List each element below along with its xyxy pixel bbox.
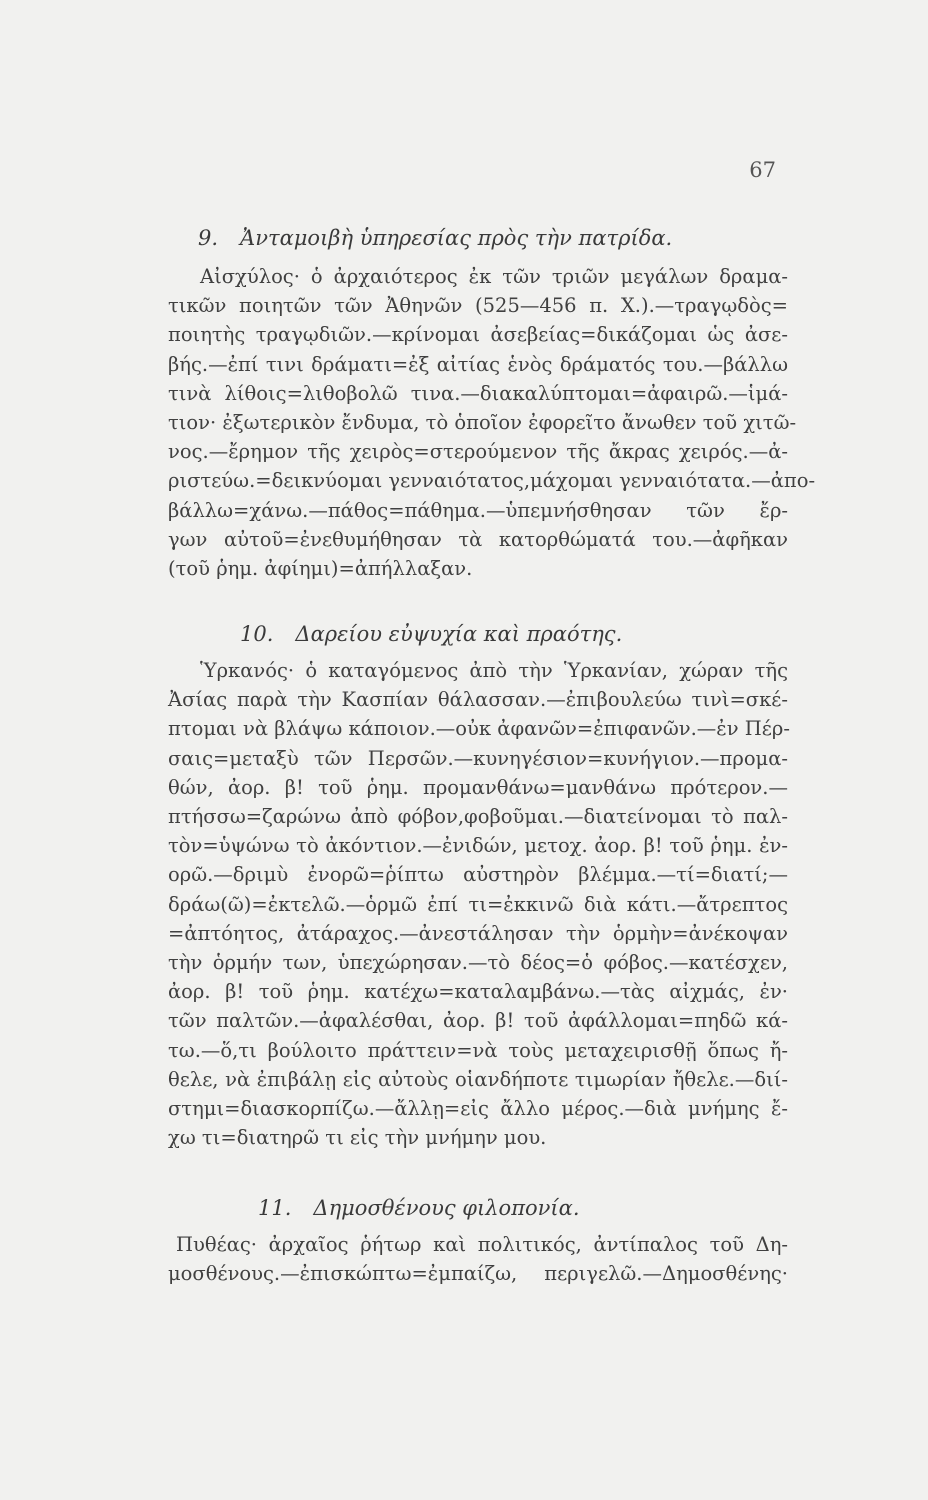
section-10-line-17: χω τι=διατηρῶ τι εἰς τὴν μνήμην μου.: [168, 1126, 547, 1150]
section-10-line-4: σαις=μεταξὺ τῶν Περσῶν.—κυνηγέσιον=κυνήγιον.—προμα-: [168, 746, 788, 770]
section-10-line-5: θών, ἀορ. β! τοῦ ῥημ. προμανθάνω=μανθάνω πρότερον.—: [168, 775, 788, 799]
section-9-line-5: τινὰ λίθοις=λιθοβολῶ τινα.—διακαλύπτομαι=ἀφαιρῶ.—ἱμά-: [168, 381, 788, 405]
section-10-line-3: πτομαι νὰ βλάψω κάποιον.—οὐκ ἀφανῶν=ἐπιφανῶν.—ἐν Πέρ-: [168, 717, 790, 741]
section-10-line-13: τῶν παλτῶν.—ἀφαλέσθαι, ἀορ. β! τοῦ ἀφάλλομαι=πηδῶ κά-: [168, 1009, 788, 1033]
section-10-line-7: τὸν=ὑψώνω τὸ ἀκόντιον.—ἐνιδών, μετοχ. ἀορ. β! τοῦ ῥημ. ἐν-: [168, 834, 788, 858]
section-10-line-8: ορῶ.—δριμὺ ἐνορῶ=ῥίπτω αὐστηρὸν βλέμμα.—τί=διατί;—: [168, 863, 788, 887]
section-9-line-8: ριστεύω.=δεικνύομαι γενναιότατος,μάχομαι γενναιότατα.—ἀπο-: [168, 469, 816, 493]
section-9-line-4: βής.—ἐπί τινι δράματι=ἐξ αἰτίας ἑνὸς δράματός του.—βάλλω: [168, 352, 788, 376]
section-11-line-1: Πυθέας· ἀρχαῖος ῥήτωρ καὶ πολιτικός, ἀντίπαλος τοῦ Δη-: [176, 1233, 788, 1256]
section-9-line-3: ποιητὴς τραγῳδιῶν.—κρίνομαι ἀσεβείας=δικάζομαι ὡς ἀσε-: [168, 323, 788, 347]
section-9-line-2: τικῶν ποιητῶν τῶν Ἀθηνῶν (525—456 π. Χ.).—τραγῳδὸς=: [168, 294, 788, 318]
section-9-line-11: (τοῦ ῥημ. ἀφίημι)=ἀπήλλαξαν.: [168, 557, 473, 581]
section-11-heading: [258, 1196, 580, 1220]
section-10-line-15: θελε, νὰ ἐπιβάλῃ εἰς αὐτοὺς οἱανδήποτε τιμωρίαν ἤθελε.—διί-: [168, 1067, 788, 1091]
section-9-line-6: τιον· ἐξωτερικὸν ἔνδυμα, τὸ ὁποῖον ἐφορεῖτο ἄνωθεν τοῦ χιτῶ-: [168, 411, 797, 435]
section-10-line-11: τὴν ὁρμήν των, ὑπεχώρησαν.—τὸ δέος=ὁ φόβος.—κατέσχεν,: [168, 951, 788, 975]
section-10-line-10: =ἀπτόητος, ἀτάραχος.—ἀνεστάλησαν τὴν ὁρμὴν=ἀνέκοψαν: [168, 921, 788, 945]
section-9-line-10: γων αὐτοῦ=ἐνεθυμήθησαν τὰ κατορθώματά του.—ἀφῆκαν: [168, 527, 788, 551]
section-9-heading: [198, 226, 672, 250]
section-10-line-6: πτήσσω=ζαρώνω ἀπὸ φόβον,φοβοῦμαι.—διατείνομαι τὸ παλ-: [168, 805, 788, 829]
section-10-heading: [240, 622, 622, 646]
section-9-line-1: Αἰσχύλος· ὁ ἀρχαιότερος ἐκ τῶν τριῶν μεγάλων δραμα-: [200, 265, 788, 288]
section-11-line-2: μοσθένους.—ἐπισκώπτω=ἐμπαίζω, περιγελῶ.—Δημοσθένης·: [168, 1262, 788, 1286]
section-10-number: 10.: [240, 622, 274, 646]
section-9-title: Ἀνταμοιβὴ ὑπηρεσίας πρὸς τὴν πατρίδα.: [240, 226, 673, 250]
section-11-body: [168, 1230, 788, 1288]
page-number: 67: [749, 158, 776, 182]
section-11-number: 11.: [258, 1196, 292, 1220]
section-9-line-7: νος.—ἔρημον τῆς χειρὸς=στερούμενον τῆς ἄκρας χειρός.—ἀ-: [168, 440, 788, 464]
section-10-line-16: στημι=διασκορπίζω.—ἄλλῃ=εἰς ἄλλο μέρος.—διὰ μνήμης ἔ-: [168, 1097, 788, 1121]
section-10-body: [168, 656, 788, 1152]
section-10-line-12: ἀορ. β! τοῦ ῥημ. κατέχω=καταλαμβάνω.—τὰς αἰχμάς, ἐν·: [168, 980, 788, 1004]
section-10-line-2: Ἀσίας παρὰ τὴν Κασπίαν θάλασσαν.—ἐπιβουλεύω τινὶ=σκέ-: [168, 688, 788, 712]
section-9-number: 9.: [198, 226, 219, 250]
section-10-title: Δαρείου εὐψυχία καὶ πραότης.: [295, 622, 623, 646]
section-10-line-9: δράω(ῶ)=ἐκτελῶ.—ὁρμῶ ἐπί τι=ἐκκινῶ διὰ κάτι.—ἄτρεπτος: [168, 892, 788, 916]
section-9-body: [168, 262, 816, 583]
section-10-line-14: τω.—ὅ,τι βούλοιτο πράττειν=νὰ τοὺς μεταχειρισθῇ ὅπως ἤ-: [168, 1038, 788, 1062]
section-9-line-9: βάλλω=χάνω.—πάθος=πάθημα.—ὑπεμνήσθησαν τῶν ἔρ-: [168, 498, 788, 522]
section-11-title: Δημοσθένους φιλοπονία.: [313, 1196, 580, 1220]
section-10-line-1: Ὑρκανός· ὁ καταγόμενος ἀπὸ τὴν Ὑρκανίαν, χώραν τῆς: [200, 659, 788, 682]
